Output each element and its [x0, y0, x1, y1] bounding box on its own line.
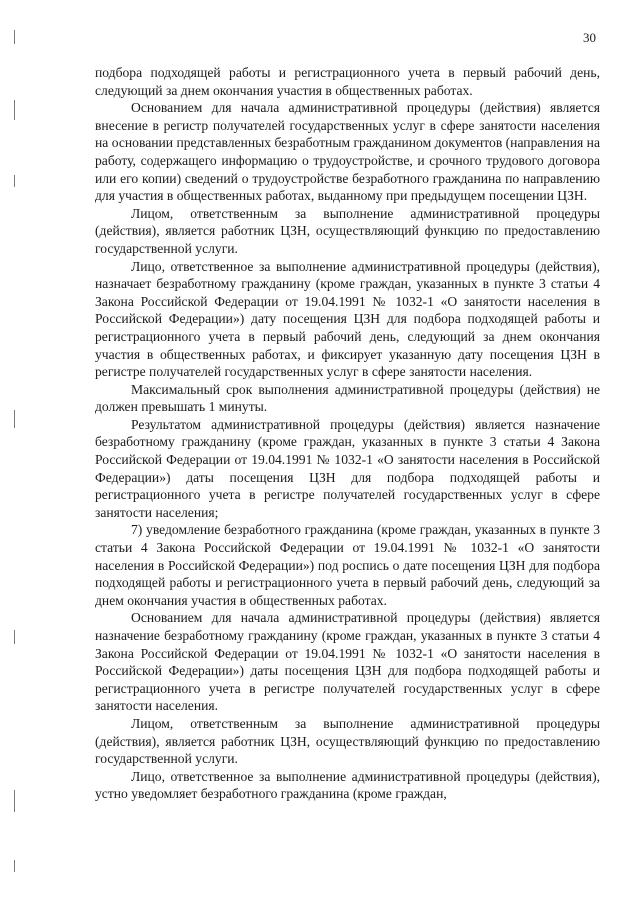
paragraph: Основанием для начала административной процедуры (действия) является назначение безработному гражданину (кроме граждан, указанных в пункте 3 статьи 4 Закона Российской Федерации от 19.04.1991 № 1032-1 «О занятости населения в Российской Федерации») даты посещения ЦЗН для подбора подходящей работы и регистрационного учета в регистре получателей государственных услуг в сфере занятости населения. — [95, 610, 600, 714]
paragraph: Лицом, ответственным за выполнение административной процедуры (действия), является работник ЦЗН, осуществляющий функцию по предоставлению государственной услуги. — [95, 205, 600, 256]
page-number: 30 — [583, 30, 596, 45]
paragraph-list-item-7: 7) уведомление безработного гражданина (кроме граждан, указанных в пункте 3 статьи 4 Закона Российской Федерации от 19.04.1991 № 1032-1 «О занятости населения в Российской Федерации») под роспись о дате посещения ЦЗН для подбора подходящей работы и регистрационного учета в первый рабочий день, следующий за днем окончания участия в общественных работах. — [95, 522, 600, 608]
paragraph: Основанием для начала административной процедуры (действия) является внесение в регистр получателей государственных услуг в сфере занятости населения на основании представленных безработным гражданином документов (направления на работу, содержащего информацию о трудоустройстве, и срочного трудового договора или его копии) сведений о трудоустройстве безработного гражданина по направлению для участия в общественных работах, выданному при предыдущем посещении ЦЗН. — [95, 100, 600, 204]
document-body — [95, 64, 600, 803]
paragraph: Максимальный срок выполнения административной процедуры (действия) не должен превышать 1 минуты. — [95, 381, 600, 415]
paragraph: Результатом административной процедуры (действия) является назначение безработному гражданину (кроме граждан, указанных в пункте 3 статьи 4 Закона Российской Федерации от 19.04.1991 № 1032-1 «О занятости населения в Российской Федерации») даты посещения ЦЗН для подбора подходящей работы и регистрационного учета в регистре получателей государственных услуг в сфере занятости населения; — [95, 416, 600, 520]
paragraph-continuation: подбора подходящей работы и регистрационного учета в первый рабочий день, следующий за днем окончания участия в общественных работах. — [95, 65, 600, 98]
paragraph: Лицо, ответственное за выполнение административной процедуры (действия), назначает безработному гражданину (кроме граждан, указанных в пункте 3 статьи 4 Закона Российской Федерации от 19.04.1991 № 1032-1 «О занятости населения в Российской Федерации») дату посещения ЦЗН для подбора подходящей работы и регистрационного учета в первый рабочий день, следующий за днем окончания участия в общественных работах, и фиксирует указанную дату посещения ЦЗН в регистре получателей государственных услуг в сфере занятости населения. — [95, 258, 600, 380]
paragraph: Лицо, ответственное за выполнение административной процедуры (действия), устно уведомляет безработного гражданина (кроме граждан, — [95, 768, 600, 802]
paragraph: Лицом, ответственным за выполнение административной процедуры (действия), является работник ЦЗН, осуществляющий функцию по предоставлению государственной услуги. — [95, 715, 600, 767]
binding-margin-marks — [14, 30, 17, 880]
